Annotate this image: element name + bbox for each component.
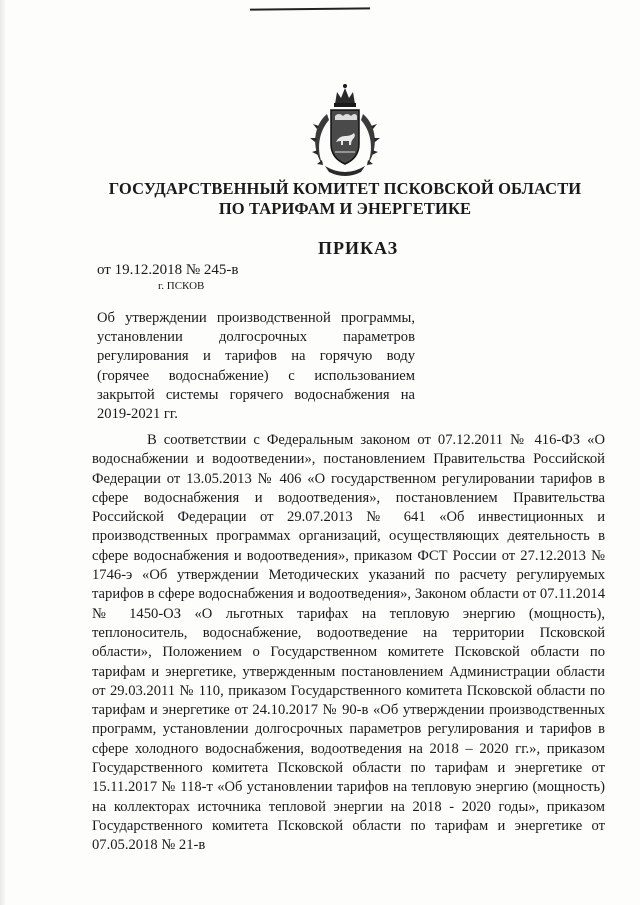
organization-name xyxy=(95,179,595,219)
organization-name-line-2: ПО ТАРИФАМ И ЭНЕРГЕТИКЕ xyxy=(218,199,472,218)
top-rule-line xyxy=(250,7,370,10)
organization-name-line-1: ГОСУДАРСТВЕННЫЙ КОМИТЕТ ПСКОВСКОЙ ОБЛАСТИ xyxy=(108,179,582,198)
document-date-number: от 19.12.2018 № 245-в xyxy=(97,262,239,278)
document-body-paragraph: В соответствии с Федеральным законом от 07.12.2011 № 416-ФЗ «О водоснабжении и водоотведении», постановлением Правительства Российской Федерации от 13.05.2013 № 406 «О государственном регулировании тарифов в сфере водоснабжения и водоотведения», постановлением Правительства Российской Федерации от 29.07.2013 № 641 «Об инвестиционных и производственных программах организаций, осуществляющих деятельность в сфере водоснабжения и водоотведения», приказом ФСТ России от 27.12.2013 № 1746-э «Об утверждении Методических указаний по расчету регулируемых тарифов в сфере водоснабжения и водоотведения», Законом области от 07.11.2014 № 1450-ОЗ «О льготных тарифах на тепловую энергию (мощность), теплоноситель, водоснабжение, водоотведение на территории Псковской области», Положением о Государственном комитете Псковской области по тарифам и энергетике, утвержденным постановлением Администрации области от 29.03.2011 № 110, приказом Государственного комитета Псковской области по тарифам и энергетике от 24.10.2017 № 90-в «Об утверждении производственных программ, установлении долгосрочных параметров регулирования и тарифов в сфере холодного водоснабжения, водоотведения на 2018 – 2020 гг.», приказом Государственного комитета Псковской области по тарифам и энергетике от 15.11.2017 № 118-т «Об установлении тарифов на тепловую энергию (мощность) на коллекторах источника тепловой энергии на 2018 - 2020 годы», приказом Государственного комитета Псковской области по тарифам и энергетике от 07.05.2018 № 21-в xyxy=(92,432,605,854)
document-city: г. ПСКОВ xyxy=(158,280,205,292)
document-type-title: ПРИКАЗ xyxy=(318,238,399,258)
document-subject: Об утверждении производственной программы, установлении долгосрочных параметров регулирования и тарифов на горячую воду (горячее водоснабжение) с использованием закрытой системы горячего водоснабжения на 2019-2021 гг. xyxy=(97,310,415,423)
scan-edge-shadow xyxy=(0,0,6,905)
pskov-coat-of-arms-icon xyxy=(305,82,385,180)
